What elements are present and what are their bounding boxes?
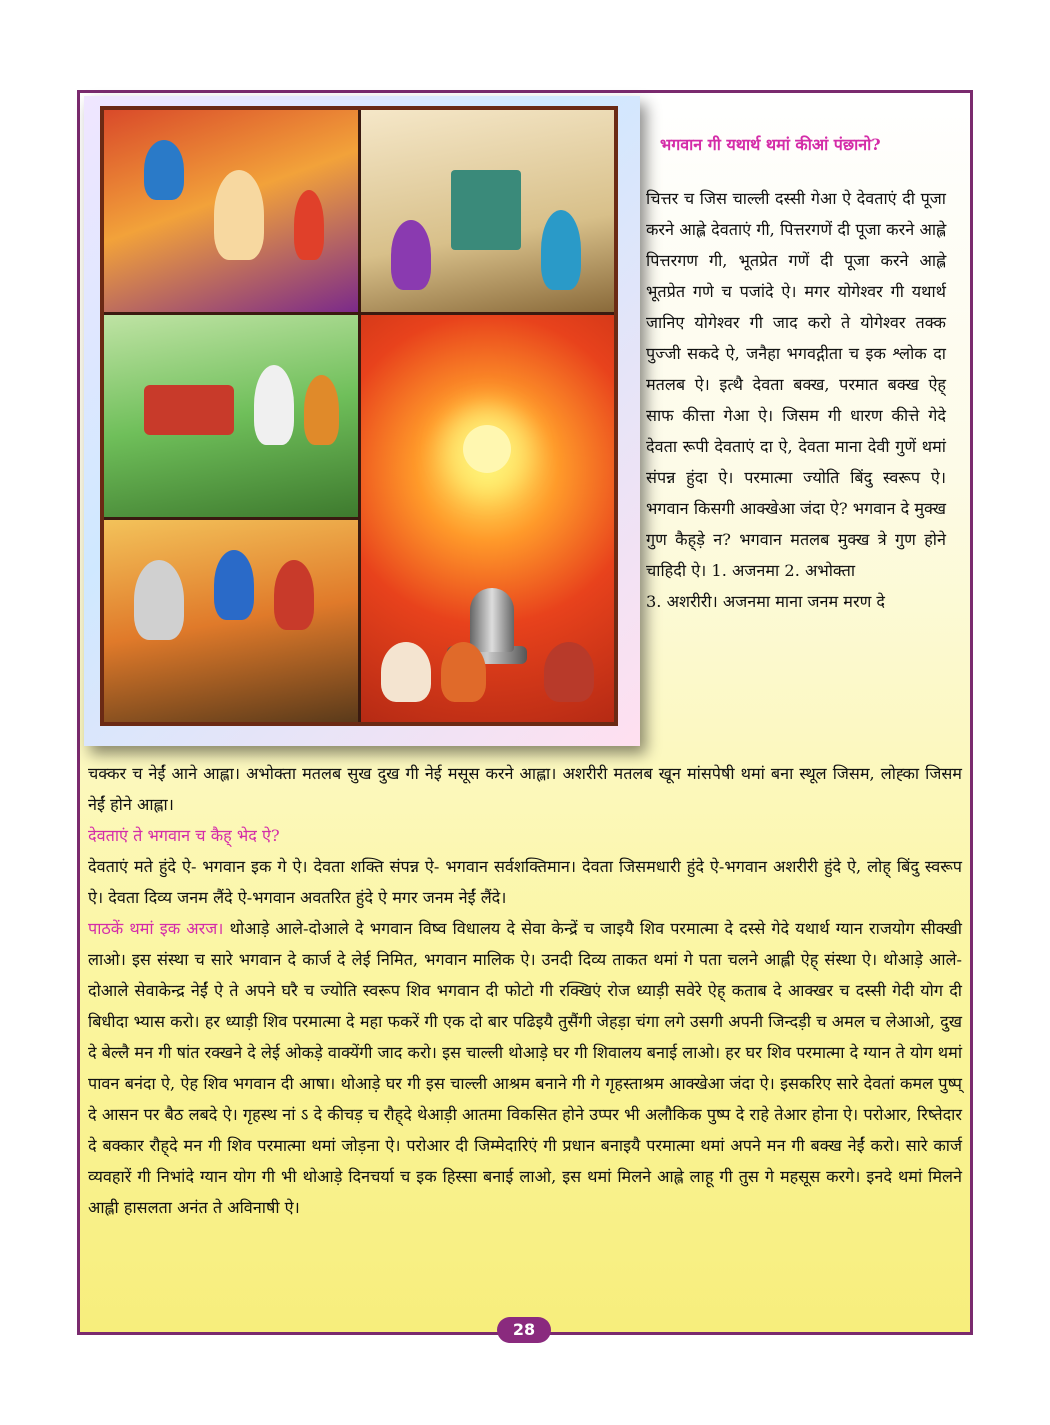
- paragraph-body: थोआड़े आले-दोआले दे भगवान विष्व विधालय दे सेवा केन्द्रें च जाइयै शिव परमात्मा दे दस्से गेदे यथार्थ ग्यान राजयोग सीक्खी लाओ। इस संस्था च सारे भगवान दे कार्ज दे लेई निमित, भगवान मालिक ऐ। उनदी दिव्य ताकत थमां गे पता चलने आह्ली ऐह् संस्था ऐ। थोआड़े आले-दोआले सेवाकेन्द्र नेईं ऐ ते अपने घरै च ज्योति स्वरूप शिव भगवान दी फोटो गी रक्खिएं रोज ध्याड़ी सवेरे ऐह् कताब दे आक्खर च दस्सी गेदी योग दी बिधीदा भ्यास करो। हर ध्याड़ी शिव परमात्मा दे महा फकरें गी एक दो बार पढिइयै तुसैंगी जेहड़ा चंगा लगे उसगी अपनी जिन्दड़ी च अमल च लेआओ, दुख दे बेल्लै मन गी षांत रक्खने दे लेई ओकड़े वाक्येंगी जाद करो। इस चाल्ली थोआड़े घर गी शिवालय बनाई लाओ। हर घर शिव परमात्मा दे ग्यान ते योग थमां पावन बनंदा ऐ, ऐह शिव भगवान दी आषा। थोआड़े घर गी इस चाल्ली आश्रम बनाने गी गे गृहस्ताश्रम आक्खेआ जंदा ऐ। इसकरिए सारे देवतां कमल पुष्प् दे आसन पर बैठ लबदे ऐ। गृहस्थ नां ऽ दे कीचड़ च रौह्‌दे थेआड़ी आतमा विकसित होने उप्पर भी अलौकिक पुष्प दे राहे तेआर होना ऐ। परोआर, रिष्तेदार दे बक्कार रौह्‌दे मन गी शिव परमात्मा थमां जोड़ना ऐ। परोआर दी जिम्मेदारिएं गी प्रधान बनाइयै परमात्मा थमां अपने मन गी बक्ख नेईं करो। सारे कार्ज व्यवहारें गी निभांदे ग्यान योग गी भी थोआड़े दिनचर्या च इक हिस्सा बनाई लाओ, इस थमां मिलने आह्ले लाहू गी तुस गे महसूस करगे। इनदे थमां मिलने आह्ली हासलता अनंत ते अविनाषी ऐ।: [88, 919, 963, 1217]
- page-number: 28: [497, 1317, 551, 1343]
- main-text: [88, 758, 962, 1223]
- request-label: पाठकें थमां इक अरज।: [88, 919, 224, 938]
- section-heading-right: भगवान गी यथार्थ थमां कीआं पंछानो?: [660, 135, 881, 154]
- panel-spirit-worship: [104, 520, 358, 722]
- shivling: [470, 588, 514, 652]
- right-column-text: [646, 183, 946, 617]
- paragraph: चित्तर च जिस चाल्ली दस्सी गेआ ऐ देवताएं दी पूजा करने आह्ले देवताएं गी, पित्तरगणें दी पूजा करने आह्ले पित्तरगण गी, भूतप्रेत गणें दी पूजा करने आह्ले भूतप्रेत गणे च पजांदे ऐ। मगर योगेश्वर गी यथार्थ जानिए योगेश्वर गी जाद करो ते योगेश्वर तक्क पुज्जी सकदे ऐ, जनैहा भगवद्गीता च इक श्लोक दा मतलब ऐ। इत्थै देवता बक्ख, परमात बक्ख ऐह् साफ कीत्ता गेआ ऐ। जिसम गी धारण कीत्ते गेदे देवता रूपी देवताएं दा ऐ, देवता माना देवी गुणें थमां संपन्न हुंदा ऐ। परमात्मा ज्योति बिंदु स्वरूप ऐ। भगवान किसगी आक्खेआ जंदा ऐ? भगवान दे मुक्ख गुण कैह्‌ड़े न? भगवान मतलब मुक्ख त्रे गुण होने चाहिदी ऐ। 1. अजनमा 2. अभोक्ता: [646, 189, 946, 580]
- panel-ancestor-worship: [361, 110, 615, 312]
- paragraph: [88, 913, 962, 1223]
- paragraph: चक्कर च नेईं आने आह्ला। अभोक्ता मतलब सुख दुख गी नेई मसूस करने आह्ला। अशरीरी मतलब खून मांसपेषी थमां बना स्थूल जिसम, लोह्का जिसम नेईं होने आह्ला।: [88, 764, 962, 814]
- paragraph: देवताएं मते हुंदे ऐ- भगवान इक गे ऐ। देवता शक्ति संपन्न ऐ- भगवान सर्वशक्तिमान। देवता जिसमधारी हुंदे ऐ-भगवान अशरीरी हुंदे ऐ, लोह् बिंदु स्वरूप ऐ। देवता दिव्य जनम लैंदे ऐ-भगवान अवतरित हुंदे ऐ मगर जनम नेईं लैंदे।: [88, 857, 962, 907]
- illustration-collage: [100, 106, 618, 726]
- paragraph: 3. अशरीरी। अजनमा माना जनम मरण दे: [646, 592, 886, 611]
- panel-shiva-light: [361, 315, 615, 722]
- panel-grave-worship: [104, 315, 358, 517]
- om-symbol: [463, 425, 511, 473]
- panel-deity-worship: [104, 110, 358, 312]
- section-heading: देवताएं ते भगवान च कैह् भेद ऐ?: [88, 826, 280, 845]
